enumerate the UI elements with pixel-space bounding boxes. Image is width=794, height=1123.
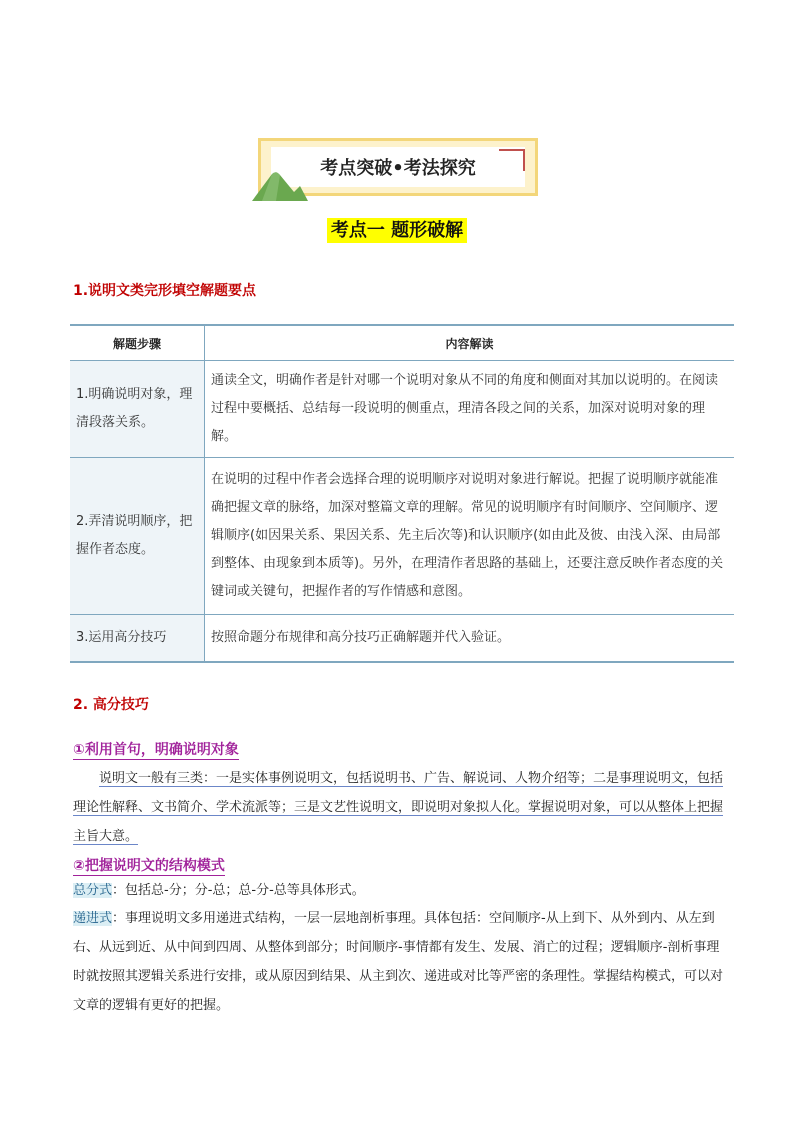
table-row xyxy=(70,361,734,458)
heading-2: 2. 高分技巧 xyxy=(73,697,149,713)
tip-2-paragraph-a xyxy=(73,876,723,905)
table-cell-content: 在说明的过程中作者会选择合理的说明顺序对说明对象进行解说。把握了说明顺序就能准确把握文章的脉络，加深对整篇文章的理解。常见的说明顺序有时间顺序、空间顺序、逻辑顺序(如因果关系、果因关系、先主后次等)和认识顺序(如由此及彼、由浅入深、由局部到整体、由现象到本质等)。另外，在理清作者思路的基础上，还要注意反映作者态度的关键词或关键句，把握作者的写作情感和意图。 xyxy=(205,458,735,615)
banner-accent-line xyxy=(523,149,525,171)
banner-title: 考点突破•考法探究 xyxy=(271,147,525,187)
tip-2-paragraph-b xyxy=(73,904,723,1020)
table-cell-content: 按照命题分布规律和高分技巧正确解题并代入验证。 xyxy=(205,615,735,663)
section-title xyxy=(0,216,794,242)
steps-table xyxy=(70,324,734,663)
tip-1-paragraph xyxy=(73,764,723,851)
table-cell-step: 1.明确说明对象，理清段落关系。 xyxy=(70,361,205,458)
label-zongfen: 总分式 xyxy=(73,883,113,898)
heading-1: 1.说明文类完形填空解题要点 xyxy=(73,283,257,299)
table-header-row xyxy=(70,325,734,361)
tip-1-title: ①利用首句，明确说明对象 xyxy=(73,739,239,760)
mountain-icon xyxy=(250,170,310,202)
tip-1-text: 说明文一般有三类：一是实体事例说明文，包括说明书、广告、解说词、人物介绍等；二是事理说明文，包括理论性解释、文书简介、学术流派等；三是文艺性说明文，即说明对象拟人化。掌握说明对象，可以从整体上把握主旨大意。 xyxy=(73,771,724,844)
table-cell-content: 通读全文，明确作者是针对哪一个说明对象从不同的角度和侧面对其加以说明的。在阅读过程中要概括、总结每一段说明的侧重点，理清各段之间的关系，加深对说明对象的理解。 xyxy=(205,361,735,458)
banner-accent-line-h xyxy=(499,149,525,151)
table-header-step: 解题步骤 xyxy=(70,325,205,361)
table-header-content: 内容解读 xyxy=(205,325,735,361)
table-cell-step: 2.弄清说明顺序，把握作者态度。 xyxy=(70,458,205,615)
section-title-text: 考点一 题形破解 xyxy=(327,218,467,243)
tip-2-text-b: ：事理说明文多用递进式结构，一层一层地剖析事理。具体包括：空间顺序-从上到下、从外到内、从左到右、从远到近、从中间到四周、从整体到部分；时间顺序-事情都有发生、发展、消亡的过程；逻辑顺序-剖析事理时就按照其逻辑关系进行安排，或从原因到结果、从主到次、递进或对比等严密的条理性。掌握结构模式，可以对文章的逻辑有更好的把握。 xyxy=(73,911,724,1013)
tip-2-text-a: ：包括总-分；分-总；总-分-总等具体形式。 xyxy=(112,883,365,898)
table-cell-step: 3.运用高分技巧 xyxy=(70,615,205,663)
label-dijin: 递进式 xyxy=(73,911,113,926)
table-row xyxy=(70,458,734,615)
tip-2-title: ②把握说明文的结构模式 xyxy=(73,855,225,876)
table-row xyxy=(70,615,734,663)
